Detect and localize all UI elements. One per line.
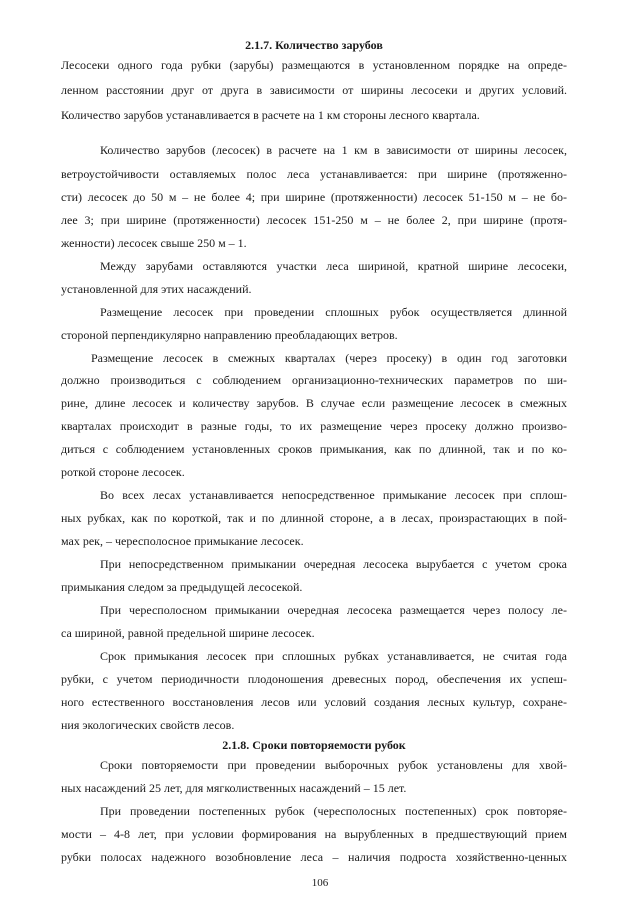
text-line: стороной перпендикулярно направлению преобладающих ветров. xyxy=(61,328,398,342)
text-line: роткой стороне лесосек. xyxy=(61,465,185,479)
text-line: Количество зарубов устанавливается в расчете на 1 км стороны лесного квартала. xyxy=(61,108,480,122)
text-line: установленной для этих насаждений. xyxy=(61,282,252,296)
text-line: ния экологических свойств лесов. xyxy=(61,718,235,732)
text-line: примыкания следом за предыдущей лесосекой. xyxy=(61,580,303,594)
text-line: мости – 4-8 лет, при условии формирования на вырубленных в предшествующий прием xyxy=(61,827,567,841)
text-line: рубки, с учетом периодичности плодоношения древесных пород, обеспечения их успеш- xyxy=(61,672,567,686)
text-line: Во всех лесах устанавливается непосредственное примыкание лесосек при сплош- xyxy=(100,488,567,502)
text-line: диться с соблюдением установленных сроков примыкания, как по длинной, так и по ко- xyxy=(61,442,567,456)
text-line: са шириной, равной предельной ширине лесосек. xyxy=(61,626,315,640)
text-line: сти) лесосек до 50 м – не более 4; при ширине (протяженности) лесосек 51-150 м – не бо- xyxy=(61,190,567,204)
text-line: ных насаждений 25 лет, для мягколиственных насаждений – 15 лет. xyxy=(61,781,407,795)
text-line: При чересполосном примыкании очередная лесосека размещается через полосу ле- xyxy=(100,603,567,617)
text-line: рубки полосах надежного возобновление леса – наличия подроста хозяйственно-ценных xyxy=(61,850,567,864)
text-line: ветроустойчивости оставляемых полос леса устанавливается: при ширине (протяженно- xyxy=(61,167,567,181)
text-line: Срок примыкания лесосек при сплошных рубках устанавливается, не считая года xyxy=(100,649,567,663)
text-line: Размещение лесосек при проведении сплошных рубок осуществляется длинной xyxy=(100,305,567,319)
text-line: При проведении постепенных рубок (чересполосных постепенных) срок повторяе- xyxy=(100,804,567,818)
text-line: рине, длине лесосек и количеству зарубов. В случае если размещение лесосек в смежных xyxy=(61,396,567,410)
text-line: кварталах происходит в разные годы, то их размещение через просеку должно произво- xyxy=(61,419,567,433)
text-line: Между зарубами оставляются участки леса шириной, кратной ширине лесосеки, xyxy=(100,259,567,273)
text-line: женности) лесосек свыше 250 м – 1. xyxy=(61,236,247,250)
text-line: мах рек, – чересполосное примыкание лесосек. xyxy=(61,534,304,548)
text-line: Сроки повторяемости при проведении выборочных рубок установлены для хвой- xyxy=(100,758,567,772)
text-line: ного естественного восстановления лесов или условий создания лесных культур, сохране- xyxy=(61,695,567,709)
section-heading: 2.1.8. Сроки повторяемости рубок xyxy=(222,738,406,752)
text-line: Количество зарубов (лесосек) в расчете на 1 км в зависимости от ширины лесосек, xyxy=(100,143,567,157)
text-line: лее 3; при ширине (протяженности) лесосек 151-250 м – не более 2, при ширине (протя- xyxy=(61,213,567,227)
section-heading: 2.1.7. Количество зарубов xyxy=(245,38,383,52)
text-line: ленном расстоянии друг от друга в зависимости от ширины лесосеки и других условий. xyxy=(61,83,567,97)
text-line: Лесосеки одного года рубки (зарубы) размещаются в установленном порядке на опреде- xyxy=(61,58,567,72)
text-line: должно производиться с соблюдением организационно-технических параметров по ши- xyxy=(61,373,567,387)
page-number: 106 xyxy=(311,877,329,889)
text-line: Размещение лесосек в смежных кварталах (через просеку) в один год заготовки xyxy=(91,351,567,365)
text-line: При непосредственном примыкании очередная лесосека вырубается с учетом срока xyxy=(100,557,567,571)
text-line: ных рубках, как по короткой, так и по длинной стороне, а в лесах, произрастающих в пой- xyxy=(61,511,567,525)
